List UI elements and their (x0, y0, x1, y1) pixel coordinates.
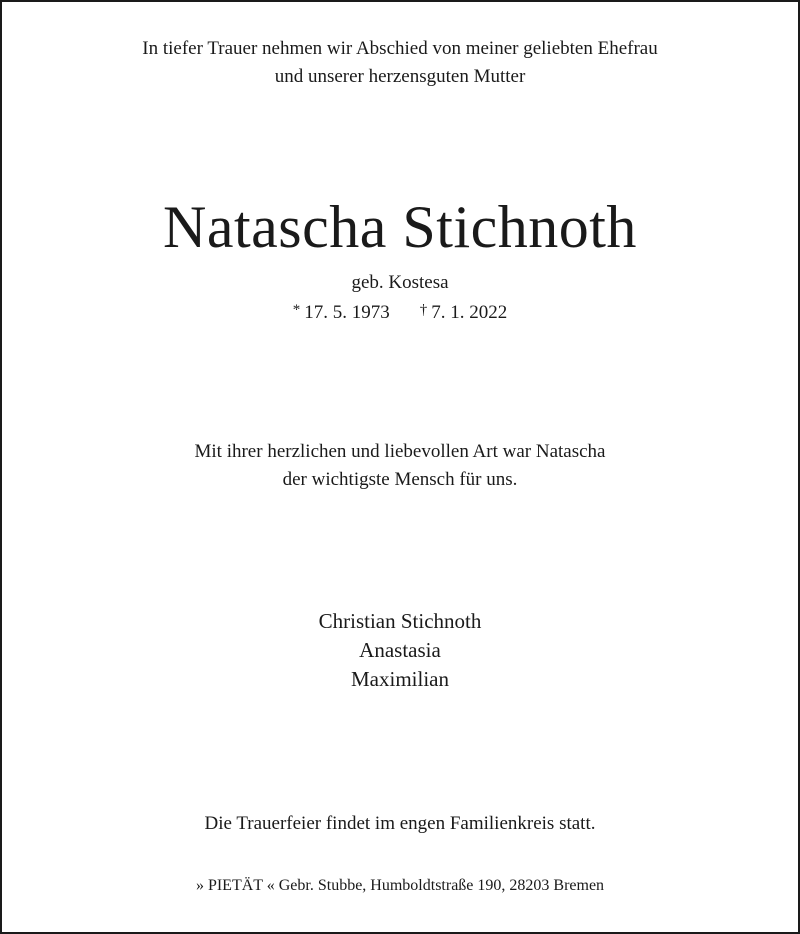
undertaker-info: » PIETÄT « Gebr. Stubbe, Humboldtstraße 190, 28203 Bremen (195, 877, 605, 894)
intro-text (2, 35, 798, 91)
death-date: 7. 1. 2022 (431, 302, 508, 323)
tribute-text (2, 438, 798, 494)
mourner-name: Anastasia (359, 638, 441, 662)
funeral-note: Die Trauerfeier findet im engen Familienkreis statt. (204, 813, 596, 834)
life-dates (2, 296, 798, 327)
maiden-name: geb. Kostesa (351, 272, 449, 293)
birth-star-icon: * (292, 302, 301, 318)
tribute-line-2: der wichtigste Mensch für uns. (282, 469, 518, 490)
intro-line-2: und unserer herzensguten Mutter (274, 66, 526, 87)
mourner-name: Christian Stichnoth (318, 609, 482, 633)
mourners-list (2, 607, 798, 694)
birth-date: 17. 5. 1973 (304, 302, 390, 323)
death-cross-icon: † (419, 302, 428, 318)
deceased-name: Natascha Stichnoth (163, 194, 637, 260)
intro-line-1: In tiefer Trauer nehmen wir Abschied von meiner geliebten Ehefrau (142, 38, 658, 59)
tribute-line-1: Mit ihrer herzlichen und liebevollen Art war Natascha (194, 441, 606, 462)
mourner-name: Maximilian (351, 667, 449, 691)
